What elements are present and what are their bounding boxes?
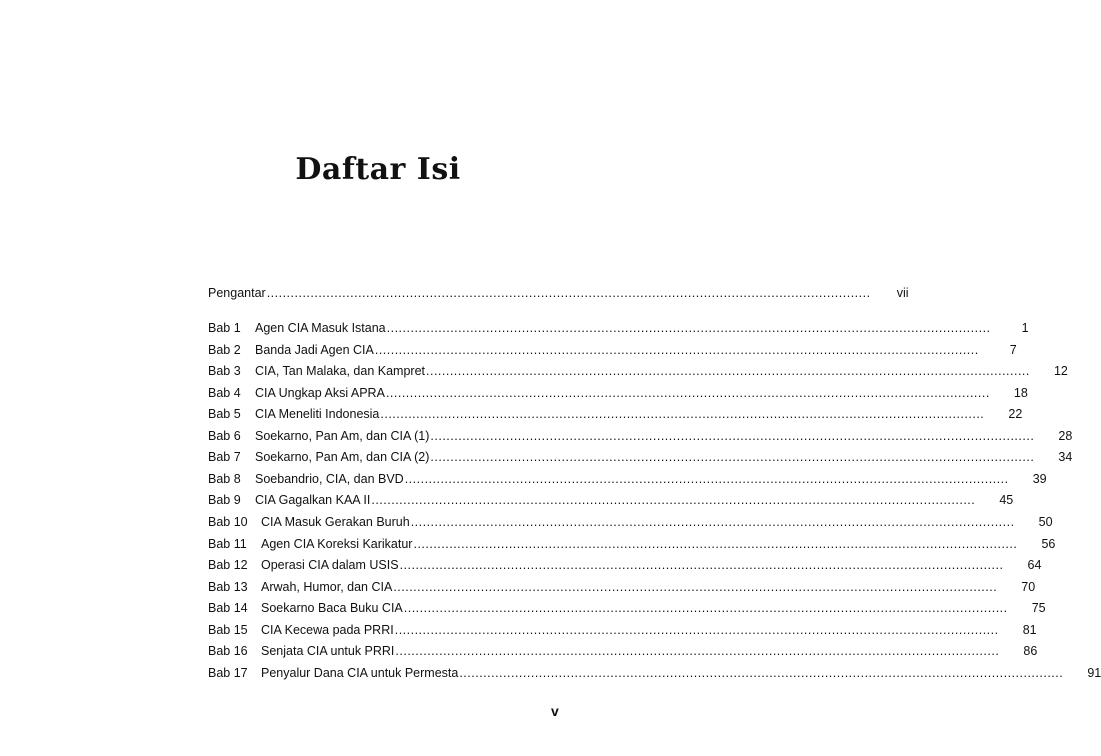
- toc-chapter-page: 18: [1013, 385, 1028, 400]
- toc-chapter-number: Bab 14: [208, 601, 248, 616]
- toc-chapter-number: Bab 16: [208, 644, 248, 659]
- toc-entry: [208, 558, 1042, 576]
- toc-chapter-title: Penyalur Dana CIA untuk Permesta: [261, 665, 459, 680]
- toc-entry: [208, 579, 1036, 598]
- toc-entry: [208, 428, 1073, 447]
- toc-chapter-number: Bab 15: [208, 622, 248, 637]
- toc-leader-dots: [386, 386, 990, 400]
- toc-chapter-page: 34: [1058, 450, 1073, 465]
- toc-chapter-title: Soekarno Baca Buku CIA: [261, 601, 403, 616]
- toc-chapter-title: Soekarno, Pan Am, dan CIA (1): [255, 428, 430, 443]
- toc-leader-dots: [395, 644, 999, 658]
- toc-entry: [208, 385, 1028, 404]
- toc-entry: [208, 514, 1053, 533]
- toc-chapter-number: Bab 4: [208, 385, 241, 400]
- toc-chapter-title: Senjata CIA untuk PRRI: [261, 644, 395, 659]
- toc-chapter-number: Bab 6: [208, 428, 241, 443]
- toc-chapter-number: Bab 2: [208, 342, 241, 357]
- toc-chapter-page: 45: [999, 493, 1014, 508]
- toc-entry: [208, 536, 1056, 555]
- toc-chapter-number: Bab 5: [208, 407, 241, 422]
- page-title: Daftar Isi: [295, 152, 461, 187]
- toc-entry: [208, 364, 1068, 382]
- toc-chapter-page: 39: [1032, 471, 1047, 486]
- toc-chapter-page: 75: [1031, 601, 1046, 616]
- toc-chapter-page: 64: [1027, 558, 1042, 573]
- toc-chapter-title: CIA Gagalkan KAA II: [255, 493, 371, 508]
- toc-leader-dots: [430, 429, 1034, 443]
- toc-chapter-title: Soebandrio, CIA, dan BVD: [255, 471, 404, 486]
- toc-chapter-title: Agen CIA Masuk Istana: [255, 321, 386, 335]
- toc-leader-dots: [404, 601, 1008, 615]
- toc-entry: [208, 407, 1023, 425]
- toc-entry: [208, 342, 1017, 361]
- toc-chapter-number: Bab 3: [208, 364, 241, 379]
- toc-chapter-number: Bab 12: [208, 558, 248, 573]
- toc-preface: [208, 286, 909, 304]
- toc-leader-dots: [387, 321, 991, 335]
- toc-leader-dots: [411, 515, 1015, 529]
- toc-preface-label: Pengantar: [208, 286, 266, 300]
- toc-chapter-number: Bab 17: [208, 665, 248, 680]
- toc-leader-dots: [405, 472, 1009, 486]
- toc-entry: [208, 601, 1046, 619]
- toc-chapter-number: Bab 11: [208, 536, 247, 551]
- toc-chapter-title: CIA Masuk Gerakan Buruh: [261, 514, 410, 529]
- page-number: v: [551, 703, 559, 719]
- toc-entry: [208, 450, 1073, 468]
- toc-chapter-page: 1: [1021, 321, 1029, 335]
- toc-leader-dots: [380, 407, 984, 421]
- toc-leader-dots: [459, 666, 1063, 680]
- toc-entry: [208, 622, 1037, 641]
- toc-leader-dots: [430, 450, 1034, 464]
- toc-chapter-title: Soekarno, Pan Am, dan CIA (2): [255, 450, 430, 465]
- toc-chapter-title: Agen CIA Koreksi Karikatur: [261, 536, 413, 551]
- toc-chapter-number: Bab 1: [208, 321, 241, 335]
- toc-entry: [208, 493, 1014, 511]
- toc-chapter-title: Arwah, Humor, dan CIA: [261, 579, 393, 594]
- toc-chapter-page: 70: [1021, 579, 1036, 594]
- toc-leader-dots: [426, 364, 1030, 378]
- toc-chapter-title: CIA Meneliti Indonesia: [255, 407, 380, 422]
- toc-chapter-page: 81: [1022, 622, 1037, 637]
- toc-leader-dots: [267, 286, 871, 300]
- toc-chapter-title: Banda Jadi Agen CIA: [255, 342, 374, 357]
- toc-chapter-title: CIA Kecewa pada PRRI: [261, 622, 394, 637]
- toc-chapter-title: Operasi CIA dalam USIS: [261, 558, 399, 573]
- toc-leader-dots: [400, 558, 1004, 572]
- toc-entry: [208, 471, 1047, 490]
- toc-chapter-page: 86: [1023, 644, 1038, 659]
- toc-chapter-page: 12: [1053, 364, 1068, 379]
- toc-chapter-page: 22: [1008, 407, 1023, 422]
- toc-leader-dots: [413, 537, 1017, 551]
- toc-chapter-page: 91: [1087, 665, 1101, 680]
- toc-chapter-page: 7: [1009, 342, 1017, 357]
- toc-leader-dots: [395, 623, 999, 637]
- toc-entry: [208, 644, 1038, 662]
- toc-chapter-page: 50: [1038, 514, 1053, 529]
- toc-leader-dots: [371, 493, 975, 507]
- toc-chapter-page: 56: [1041, 536, 1056, 551]
- toc-chapter-number: Bab 10: [208, 514, 248, 529]
- toc-chapter-page: 28: [1058, 428, 1073, 443]
- toc-chapter-number: Bab 7: [208, 450, 241, 465]
- toc-chapter-title: CIA, Tan Malaka, dan Kampret: [255, 364, 425, 379]
- toc-preface-page: vii: [896, 286, 909, 300]
- toc-entry: [208, 321, 1029, 339]
- toc-entry: [208, 665, 1101, 684]
- toc-leader-dots: [393, 580, 997, 594]
- toc-leader-dots: [375, 343, 979, 357]
- toc-chapter-title: CIA Ungkap Aksi APRA: [255, 385, 385, 400]
- toc-chapter-number: Bab 13: [208, 579, 248, 594]
- toc-chapter-number: Bab 8: [208, 471, 241, 486]
- toc-chapter-number: Bab 9: [208, 493, 241, 508]
